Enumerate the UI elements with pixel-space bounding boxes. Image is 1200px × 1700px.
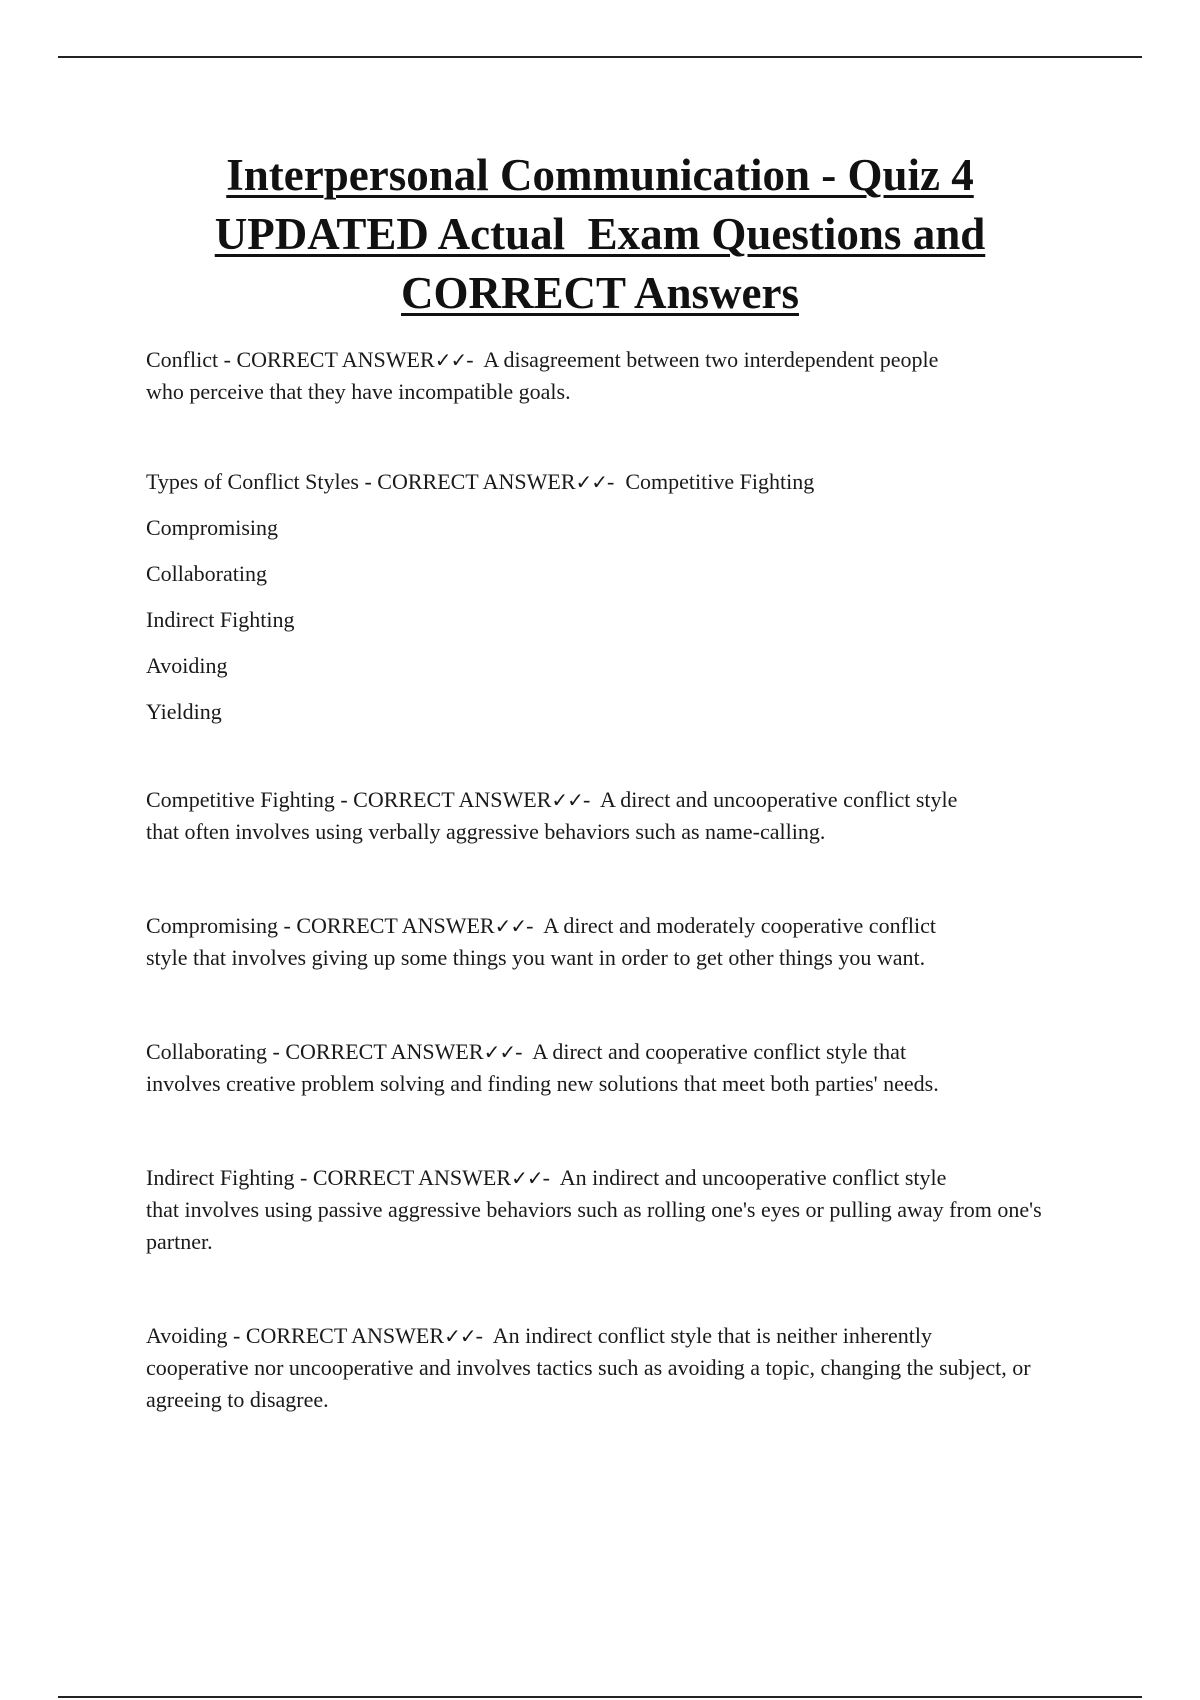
check-icon: ✓✓ [444, 1324, 476, 1348]
qa-entry-indirect-fighting [146, 1162, 1046, 1258]
answer-marker: CORRECT ANSWER [377, 469, 576, 494]
entry-definition-continued: style that involves giving up some things you want in order to get other things you want. [146, 945, 926, 970]
qa-entry-compromising [146, 910, 1046, 974]
answer-marker: CORRECT ANSWER [236, 347, 435, 372]
entry-dash: - [466, 347, 474, 372]
check-icon: ✓✓ [551, 788, 583, 812]
check-icon: ✓✓ [511, 1166, 543, 1190]
qa-list [146, 344, 1046, 1416]
entry-term: Collaborating - [146, 1039, 286, 1064]
entry-term: Compromising - [146, 913, 297, 938]
check-icon: ✓✓ [483, 1040, 516, 1064]
entry-definition-continued: cooperative nor uncooperative and involves tactics such as avoiding a topic, changing the subject, or agreeing to disagree. [146, 1355, 1037, 1412]
entry-dash: - [515, 1039, 523, 1064]
answer-marker: CORRECT ANSWER [285, 1039, 484, 1064]
check-icon: ✓✓ [494, 914, 527, 938]
entry-definition: A disagreement between two interdependent people [473, 347, 939, 372]
check-icon: ✓✓ [575, 470, 608, 494]
check-icon: ✓✓ [434, 348, 467, 372]
title-line: Interpersonal Communication - Quiz 4 [226, 150, 974, 200]
answer-marker: CORRECT ANSWER [353, 787, 552, 812]
qa-entry-competitive-fighting [146, 784, 1046, 848]
page-bottom-rule [58, 1696, 1142, 1698]
entry-definition-continued: that often involves using verbally aggressive behaviors such as name-calling. [146, 819, 826, 844]
title-line: CORRECT Answers [401, 268, 799, 318]
entry-term: Conflict - [146, 347, 237, 372]
qa-entry-avoiding [146, 1320, 1046, 1416]
entry-dash: - [582, 787, 591, 812]
entry-term: Types of Conflict Styles - [146, 469, 378, 494]
answer-marker: CORRECT ANSWER [245, 1323, 445, 1348]
entry-term: Indirect Fighting - [146, 1165, 313, 1190]
entry-definition: A direct and moderately cooperative conflict [533, 913, 937, 938]
title-line: UPDATED Actual Exam Questions and [214, 209, 986, 259]
qa-entry-conflict [146, 344, 1046, 408]
entry-definition: An indirect and uncooperative conflict style [549, 1165, 947, 1190]
entry-dash: - [475, 1323, 483, 1348]
entry-definition: A direct and uncooperative conflict style [590, 787, 958, 812]
entry-term: Avoiding - [146, 1323, 246, 1348]
list-item: Collaborating [146, 561, 267, 586]
entry-dash: - [607, 469, 615, 494]
document-title [0, 146, 1200, 323]
entry-definition-continued: who perceive that they have incompatible goals. [146, 379, 571, 404]
list-item: Indirect Fighting [146, 607, 295, 632]
entry-definition: Competitive Fighting [614, 469, 815, 494]
qa-entry-collaborating [146, 1036, 1046, 1100]
entry-definition: A direct and cooperative conflict style that [522, 1039, 907, 1064]
entry-definition-continued: involves creative problem solving and finding new solutions that meet both parties' needs. [146, 1071, 939, 1096]
entry-term: Competitive Fighting - [146, 787, 354, 812]
page-top-rule [58, 56, 1142, 58]
list-item: Compromising [146, 515, 279, 540]
answer-marker: CORRECT ANSWER [296, 913, 495, 938]
entry-dash: - [542, 1165, 550, 1190]
answer-marker: CORRECT ANSWER [312, 1165, 512, 1190]
entry-definition: An indirect conflict style that is neither inherently [482, 1323, 932, 1348]
entry-definition-continued: that involves using passive aggressive behaviors such as rolling one's eyes or pulling away from one's partner. [146, 1197, 1048, 1254]
entry-dash: - [526, 913, 534, 938]
list-item: Avoiding [146, 653, 228, 678]
list-item: Yielding [146, 699, 222, 724]
qa-entry-conflict-styles [146, 466, 1046, 498]
